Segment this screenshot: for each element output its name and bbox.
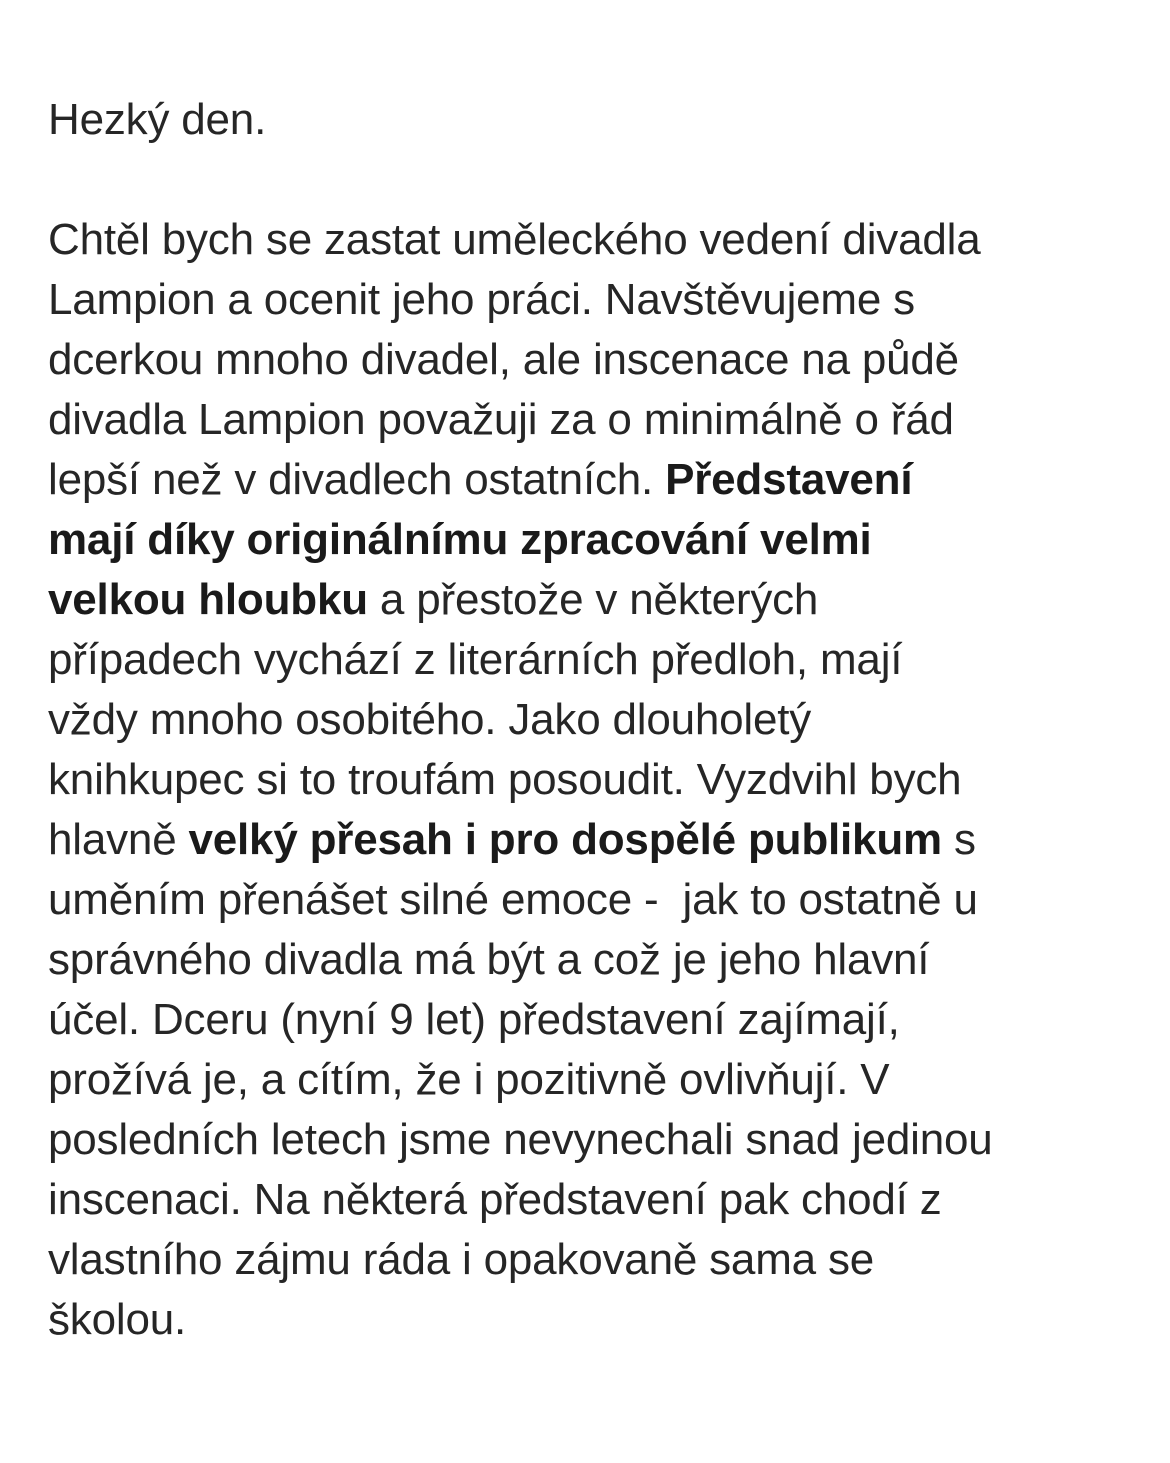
paragraph-spacer <box>48 150 1138 210</box>
message-line <box>48 510 1138 570</box>
message-line <box>48 1290 1138 1350</box>
message-line <box>48 1110 1138 1170</box>
text-run: inscenaci. Na některá představení pak chodí z <box>48 1175 942 1224</box>
message-line <box>48 810 1138 870</box>
message-body <box>48 90 1138 1350</box>
text-run: prožívá je, a cítím, že i pozitivně ovlivňují. V <box>48 1055 890 1104</box>
text-run: vždy mnoho osobitého. Jako dlouholetý <box>48 695 812 744</box>
bold-text: velký přesah i pro dospělé publikum <box>188 815 942 864</box>
text-run: Lampion a ocenit jeho práci. Navštěvujeme s <box>48 275 915 324</box>
message-line <box>48 750 1138 810</box>
greeting-text: Hezký den. <box>48 95 267 144</box>
text-run: divadla Lampion považuji za o minimálně o řád <box>48 395 954 444</box>
text-run: školou. <box>48 1295 187 1344</box>
text-run: s <box>941 815 976 864</box>
text-run: vlastního zájmu ráda i opakovaně sama se <box>48 1235 875 1284</box>
message-line <box>48 1170 1138 1230</box>
bold-text: Představení <box>665 455 913 504</box>
message-line <box>48 330 1138 390</box>
text-run: případech vychází z literárních předloh, mají <box>48 635 903 684</box>
message-line <box>48 930 1138 990</box>
text-run: správného divadla má být a což je jeho hlavní <box>48 935 930 984</box>
message-line <box>48 870 1138 930</box>
bold-text: mají díky originálnímu zpracování velmi <box>48 515 872 564</box>
message-line <box>48 630 1138 690</box>
text-run: dcerkou mnoho divadel, ale inscenace na půdě <box>48 335 959 384</box>
message-line <box>48 690 1138 750</box>
text-run: a přestože v některých <box>367 575 819 624</box>
text-run: uměním přenášet silné emoce - jak to ostatně u <box>48 875 978 924</box>
text-run: posledních letech jsme nevynechali snad jedinou <box>48 1115 993 1164</box>
text-run: hlavně <box>48 815 189 864</box>
message-line <box>48 210 1138 270</box>
message-line <box>48 450 1138 510</box>
message-line <box>48 570 1138 630</box>
message-line <box>48 1050 1138 1110</box>
message-line <box>48 990 1138 1050</box>
text-run: účel. Dceru (nyní 9 let) představení zajímají, <box>48 995 900 1044</box>
text-run: Chtěl bych se zastat uměleckého vedení divadla <box>48 215 981 264</box>
message-line <box>48 390 1138 450</box>
text-run: lepší než v divadlech ostatních. <box>48 455 666 504</box>
text-run: knihkupec si to troufám posoudit. Vyzdvihl bych <box>48 755 962 804</box>
message-line <box>48 1230 1138 1290</box>
bold-text: velkou hloubku <box>48 575 368 624</box>
message-line <box>48 270 1138 330</box>
message-paragraph <box>48 210 1138 1350</box>
